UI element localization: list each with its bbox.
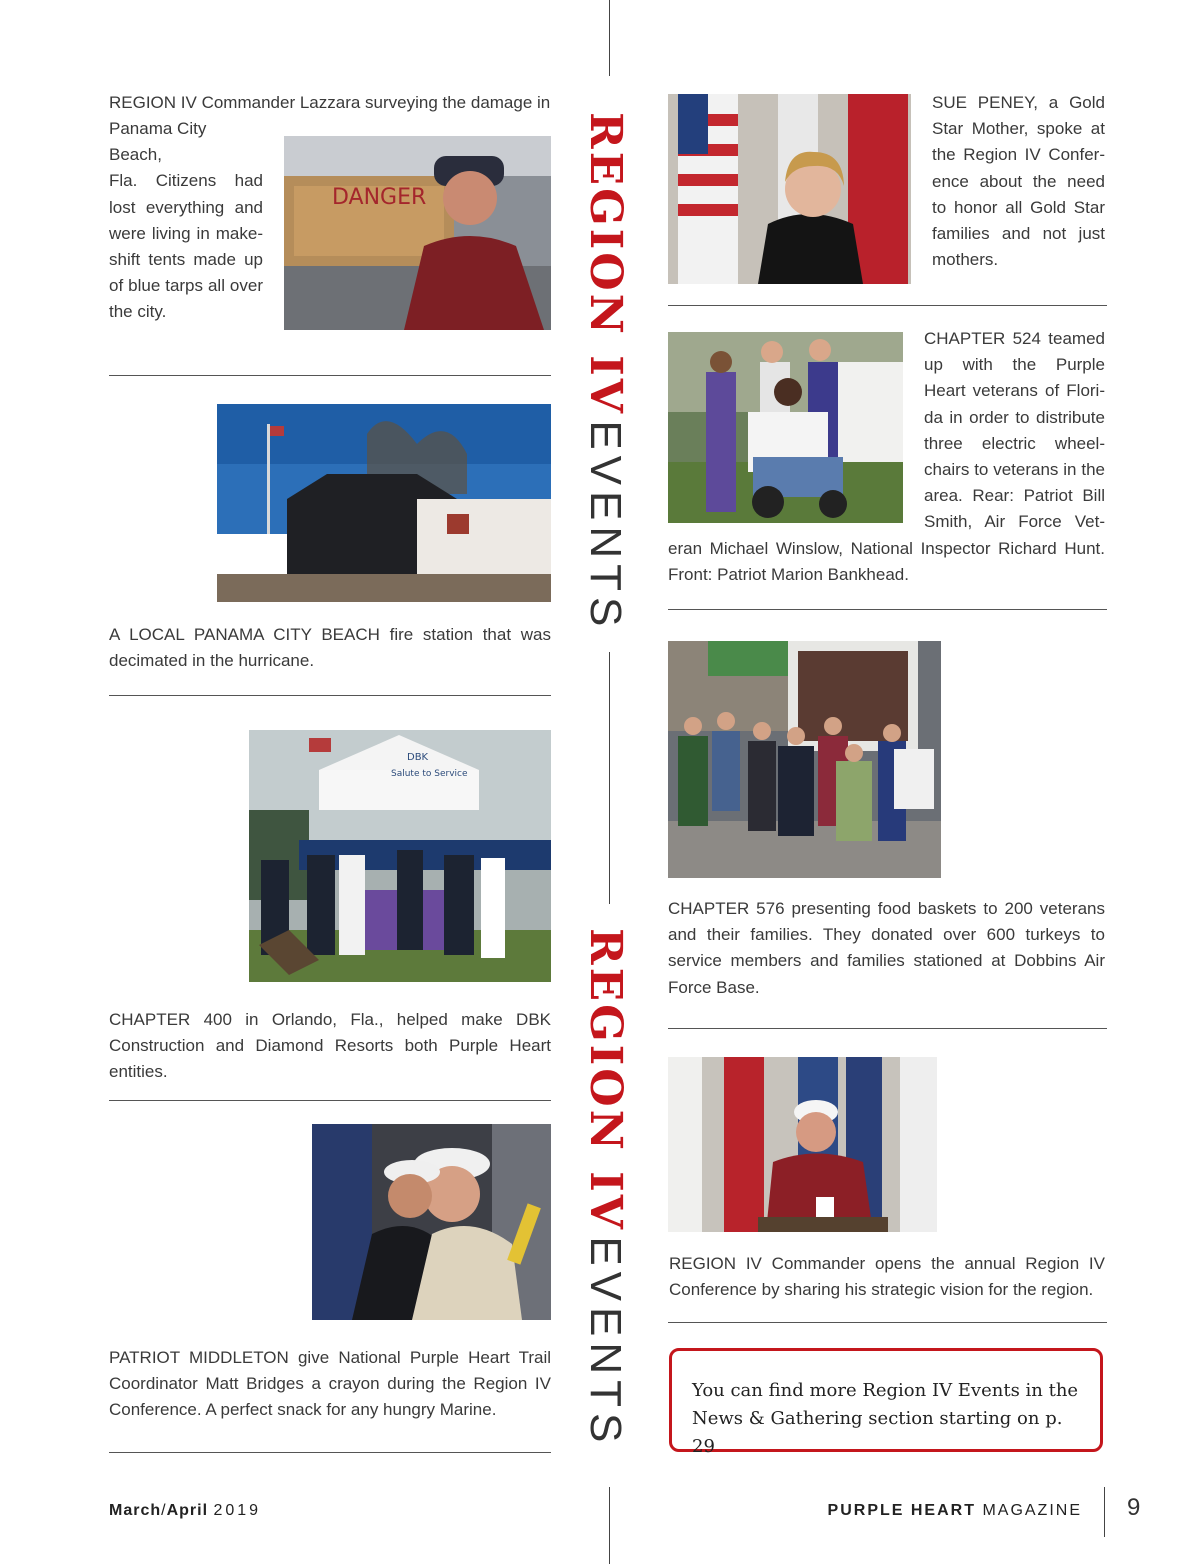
photo-commander-podium: [668, 1057, 937, 1232]
callout-line-1: You can find more Region IV Events in the: [692, 1380, 1079, 1401]
more-events-callout: [669, 1348, 1103, 1457]
spine-bold-2: REGION IV: [580, 928, 631, 1232]
caption-line: Heart veterans of Flori-: [924, 381, 1105, 401]
divider-rule: [109, 1452, 551, 1453]
photo-chapter-524-image: [668, 332, 903, 523]
caption-line: were living in make-: [109, 223, 263, 243]
caption-line: da in order to distribute: [924, 407, 1105, 427]
caption-line: chairs to veterans in the: [924, 460, 1105, 480]
caption-line: Star Mother, spoke at: [932, 119, 1105, 139]
issue-month-2: April: [166, 1502, 209, 1519]
divider-rule: [109, 375, 551, 376]
divider-rule: [668, 609, 1107, 610]
magazine-name-light: MAGAZINE: [982, 1502, 1082, 1519]
caption-line: the city.: [109, 302, 167, 322]
caption-line: of blue tarps all over: [109, 276, 263, 296]
photo-patriot-middleton-image: [312, 1124, 551, 1320]
photo-fire-station-image: [217, 404, 551, 602]
photo-chapter-576: [668, 641, 941, 878]
caption-line: three electric wheel-: [924, 433, 1105, 453]
caption-line: Panama City Beach,: [109, 119, 207, 165]
caption-patriot-middleton: PATRIOT MIDDLETON give National Purple Heart Trail Coordinator Matt Bridges a crayon during the Region IV Conference. A perfect snack for any hungry Marine.: [109, 1348, 551, 1420]
caption-line: the Region IV Confer-: [932, 145, 1105, 165]
page-number: 9: [1127, 1494, 1141, 1521]
caption-chapter-400: CHAPTER 400 in Orlando, Fla., helped make DBK Construction and Diamond Resorts both Purple Heart entities.: [109, 1010, 551, 1082]
issue-separator: /: [161, 1502, 167, 1519]
caption-commander-damage-wrap: [109, 116, 263, 326]
caption-sue-peney: [932, 90, 1105, 273]
photo-chapter-400-image: [249, 730, 551, 982]
issue-year: 2019: [213, 1502, 262, 1519]
top-divider-line: [609, 0, 610, 76]
caption-chapter-524-tail: eran Michael Winslow, National Inspector Richard Hunt. Front: Patriot Marion Bankhead.: [668, 539, 1105, 585]
footer-divider: [1104, 1487, 1105, 1537]
spine-light-2: EVENTS: [581, 1236, 630, 1449]
caption-line: area. Rear: Patriot Bill: [924, 486, 1105, 506]
caption-line: Fla. Citizens had: [109, 171, 263, 191]
divider-rule: [668, 305, 1107, 306]
issue-month-1: March: [109, 1502, 162, 1519]
divider-rule: [668, 1322, 1107, 1323]
magazine-name: [828, 1502, 1082, 1520]
caption-line: CHAPTER 524 teamed: [924, 329, 1105, 348]
middle-divider-line: [609, 652, 610, 904]
caption-chapter-576: CHAPTER 576 presenting food baskets to 200 veterans and their families. They donated over 600 turkeys to service members and families stationed at Dobbins Air Force Base.: [668, 899, 1105, 997]
caption-commander-damage-line1: REGION IV Commander Lazzara surveying the damage in: [109, 93, 551, 112]
photo-fire-station: [217, 404, 551, 602]
photo-commander-damage: [284, 136, 551, 330]
caption-line: mothers.: [932, 250, 999, 270]
caption-line: lost everything and: [109, 197, 263, 217]
caption-line: families and not just: [932, 224, 1105, 244]
caption-line: SUE PENEY, a Gold: [932, 93, 1105, 112]
divider-rule: [109, 1100, 551, 1101]
spine-heading-2: [580, 928, 631, 1448]
tent-sign-text: Salute to Service: [391, 769, 468, 779]
caption-line: Smith, Air Force Vet-: [924, 512, 1105, 532]
caption-fire-station: A LOCAL PANAMA CITY BEACH fire station that was decimated in the hurricane.: [109, 625, 551, 671]
callout-line-2: News & Gathering section starting on p. 29: [692, 1408, 1063, 1457]
divider-rule: [668, 1028, 1107, 1029]
caption-line: shift tents made up: [109, 250, 263, 270]
tent-brand-text: DBK: [407, 752, 429, 763]
spine-light-1: EVENTS: [581, 420, 630, 633]
caption-line: ence about the need: [932, 171, 1105, 191]
spine-bold-1: REGION IV: [580, 112, 631, 416]
divider-rule: [109, 695, 551, 696]
photo-chapter-400-group: [249, 730, 551, 982]
spine-heading-1: [580, 112, 631, 632]
danger-text: DANGER: [332, 185, 427, 210]
photo-commander-damage-image: [284, 136, 551, 330]
issue-date: [109, 1502, 261, 1520]
photo-sue-peney: [668, 94, 911, 284]
caption-chapter-524: [924, 326, 1105, 536]
caption-line: to honor all Gold Star: [932, 197, 1105, 217]
magazine-name-bold: PURPLE HEART: [827, 1502, 976, 1519]
caption-commander-podium: REGION IV Commander opens the annual Region IV Conference by sharing his strategic vision for the region.: [669, 1254, 1105, 1300]
photo-chapter-576-image: [668, 641, 941, 878]
bottom-divider-line: [609, 1487, 610, 1564]
photo-chapter-524: [668, 332, 903, 523]
photo-sue-peney-image: [668, 94, 911, 284]
caption-line: up with the Purple: [924, 355, 1105, 375]
photo-patriot-middleton: [312, 1124, 551, 1320]
photo-commander-podium-image: [668, 1057, 937, 1232]
